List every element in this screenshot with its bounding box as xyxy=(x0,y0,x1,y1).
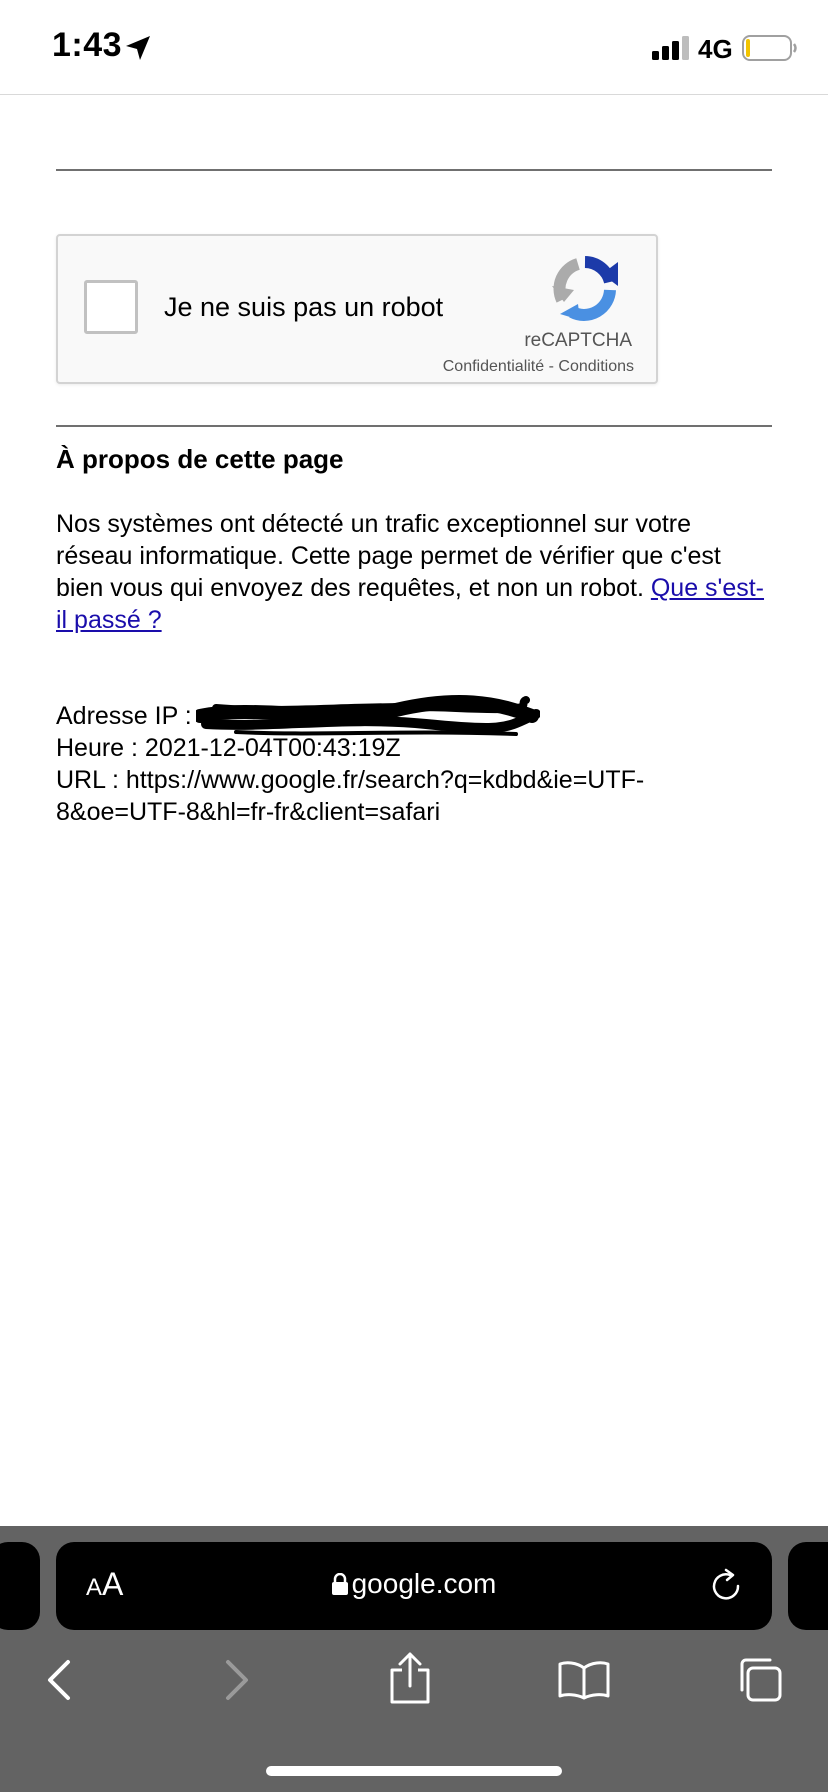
time-line: Heure : 2021-12-04T00:43:19Z xyxy=(56,734,401,762)
status-time: 1:43 xyxy=(52,26,123,64)
robot-checkbox[interactable] xyxy=(84,280,138,334)
url-line-1: URL : https://www.google.fr/search?q=kdbd&ie=UTF- xyxy=(56,766,645,794)
url-text: google.com xyxy=(351,1568,497,1599)
url-display[interactable] xyxy=(56,1568,772,1600)
captcha-label: Je ne suis pas un robot xyxy=(164,292,444,322)
safari-bottom-bar xyxy=(0,1526,828,1792)
reader-aa-button[interactable]: AA xyxy=(86,1566,124,1602)
previous-tab-preview[interactable] xyxy=(0,1542,40,1630)
bookmarks-icon[interactable] xyxy=(558,1660,610,1700)
share-icon[interactable] xyxy=(388,1650,432,1706)
about-title: À propos de cette page xyxy=(56,444,344,474)
status-bar xyxy=(0,0,828,95)
recaptcha-widget xyxy=(56,234,658,384)
reload-icon[interactable] xyxy=(708,1568,744,1604)
back-icon[interactable] xyxy=(42,1656,78,1704)
address-bar[interactable] xyxy=(56,1542,772,1630)
ip-label: Adresse IP : xyxy=(56,702,192,730)
recaptcha-brand: reCAPTCHA xyxy=(524,330,632,351)
top-divider xyxy=(56,169,772,171)
about-text: Nos systèmes ont détecté un trafic exceptionnel sur votre réseau informatique. Cette page permet de vérifier que c'est bien vous qui envoyez des requêtes, et non un robot. xyxy=(56,510,721,602)
section-divider xyxy=(56,425,772,427)
url-line-2: 8&oe=UTF-8&hl=fr-fr&client=safari xyxy=(56,798,441,826)
ip-redaction-scribble xyxy=(196,694,540,744)
cellular-signal-icon xyxy=(652,36,690,60)
forward-icon[interactable] xyxy=(218,1656,254,1704)
recaptcha-logo-icon xyxy=(550,256,620,322)
terms-link[interactable]: Conditions xyxy=(558,358,634,375)
links-separator: - xyxy=(548,358,554,375)
battery-icon xyxy=(742,35,798,61)
network-type: 4G xyxy=(698,34,733,64)
about-body xyxy=(56,508,772,636)
home-indicator xyxy=(266,1766,562,1776)
lock-icon xyxy=(332,1573,348,1595)
next-tab-preview[interactable] xyxy=(788,1542,828,1630)
recaptcha-links xyxy=(443,358,634,376)
location-arrow-icon xyxy=(124,34,152,62)
privacy-link[interactable]: Confidentialité xyxy=(442,358,545,375)
tabs-icon[interactable] xyxy=(736,1656,784,1704)
what-happened-link[interactable]: Que s'est-il passé ? xyxy=(56,574,765,634)
